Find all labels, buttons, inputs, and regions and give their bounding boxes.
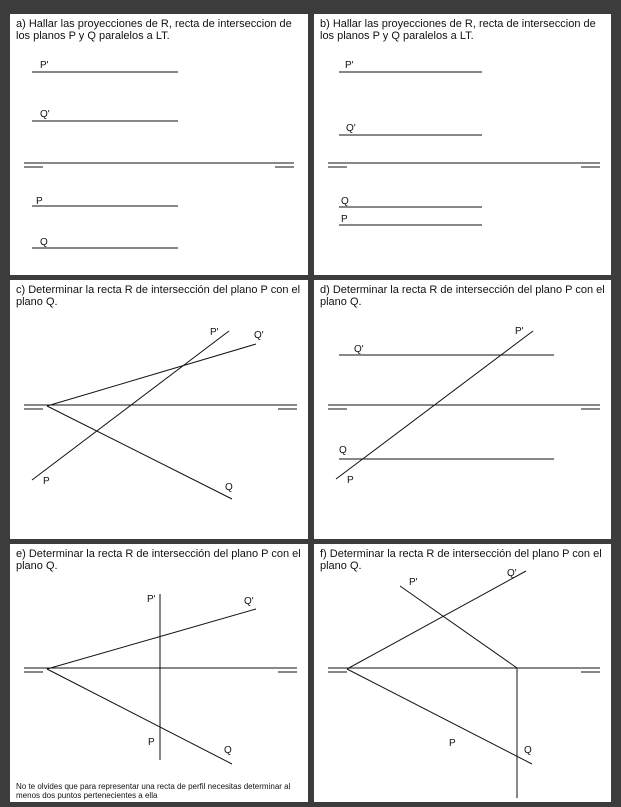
panel-c-figure bbox=[10, 280, 308, 539]
label-q-prime: Q' bbox=[346, 123, 356, 134]
label-q: Q bbox=[224, 745, 232, 756]
panel-a bbox=[10, 14, 308, 275]
panel-b-figure bbox=[314, 14, 611, 275]
panel-e-note: No te olvides que para representar una recta de perfil necesitas determinar al menos dos puntos pertenecientes a ella bbox=[16, 782, 291, 800]
panel-e-title: e) Determinar la recta R de intersección del plano P con el plano Q. bbox=[16, 548, 301, 572]
panel-c bbox=[10, 280, 308, 539]
panel-f-title: f) Determinar la recta R de intersección del plano P con el plano Q. bbox=[320, 548, 602, 572]
panel-f-figure bbox=[314, 544, 611, 802]
label-p-prime: P' bbox=[515, 326, 524, 337]
label-q-prime: Q' bbox=[244, 596, 254, 607]
panel-e bbox=[10, 544, 308, 802]
label-q: Q bbox=[339, 445, 347, 456]
label-p-prime: P' bbox=[147, 594, 156, 605]
label-p-prime: P' bbox=[345, 60, 354, 71]
label-p: P bbox=[36, 196, 43, 207]
trace-p-prime bbox=[400, 586, 517, 668]
label-q-prime: Q' bbox=[354, 344, 364, 355]
label-q: Q bbox=[524, 745, 532, 756]
trace-q bbox=[347, 669, 532, 764]
label-p-prime: P' bbox=[210, 327, 219, 338]
label-p: P bbox=[449, 738, 456, 749]
label-q-prime: Q' bbox=[40, 109, 50, 120]
label-p: P bbox=[148, 737, 155, 748]
label-q-prime: Q' bbox=[507, 568, 517, 579]
trace-q-prime bbox=[47, 609, 256, 669]
label-p: P bbox=[347, 475, 354, 486]
trace-q bbox=[47, 669, 232, 764]
panel-e-figure bbox=[10, 544, 308, 802]
panel-d-figure bbox=[314, 280, 611, 539]
panel-f bbox=[314, 544, 611, 802]
label-q: Q bbox=[40, 237, 48, 248]
label-p: P bbox=[341, 214, 348, 225]
panel-a-figure bbox=[10, 14, 308, 275]
panel-d-title: d) Determinar la recta R de intersección del plano P con el plano Q. bbox=[320, 284, 605, 308]
panel-b bbox=[314, 14, 611, 275]
label-p-prime: P' bbox=[40, 60, 49, 71]
label-q-prime: Q' bbox=[254, 330, 264, 341]
panel-d bbox=[314, 280, 611, 539]
trace-q-prime bbox=[347, 571, 526, 669]
trace-q-prime bbox=[47, 344, 256, 406]
label-p-prime: P' bbox=[409, 577, 418, 588]
label-p: P bbox=[43, 476, 50, 487]
panel-b-title: b) Hallar las proyecciones de R, recta de interseccion de los planos P y Q paralelos a LT. bbox=[320, 18, 596, 42]
label-q: Q bbox=[341, 196, 349, 207]
label-q: Q bbox=[225, 482, 233, 493]
panel-c-title: c) Determinar la recta R de intersección del plano P con el plano Q. bbox=[16, 284, 301, 308]
trace-q bbox=[47, 406, 232, 499]
panel-a-title: a) Hallar las proyecciones de R, recta de interseccion de los planos P y Q paralelos a LT. bbox=[16, 18, 292, 42]
